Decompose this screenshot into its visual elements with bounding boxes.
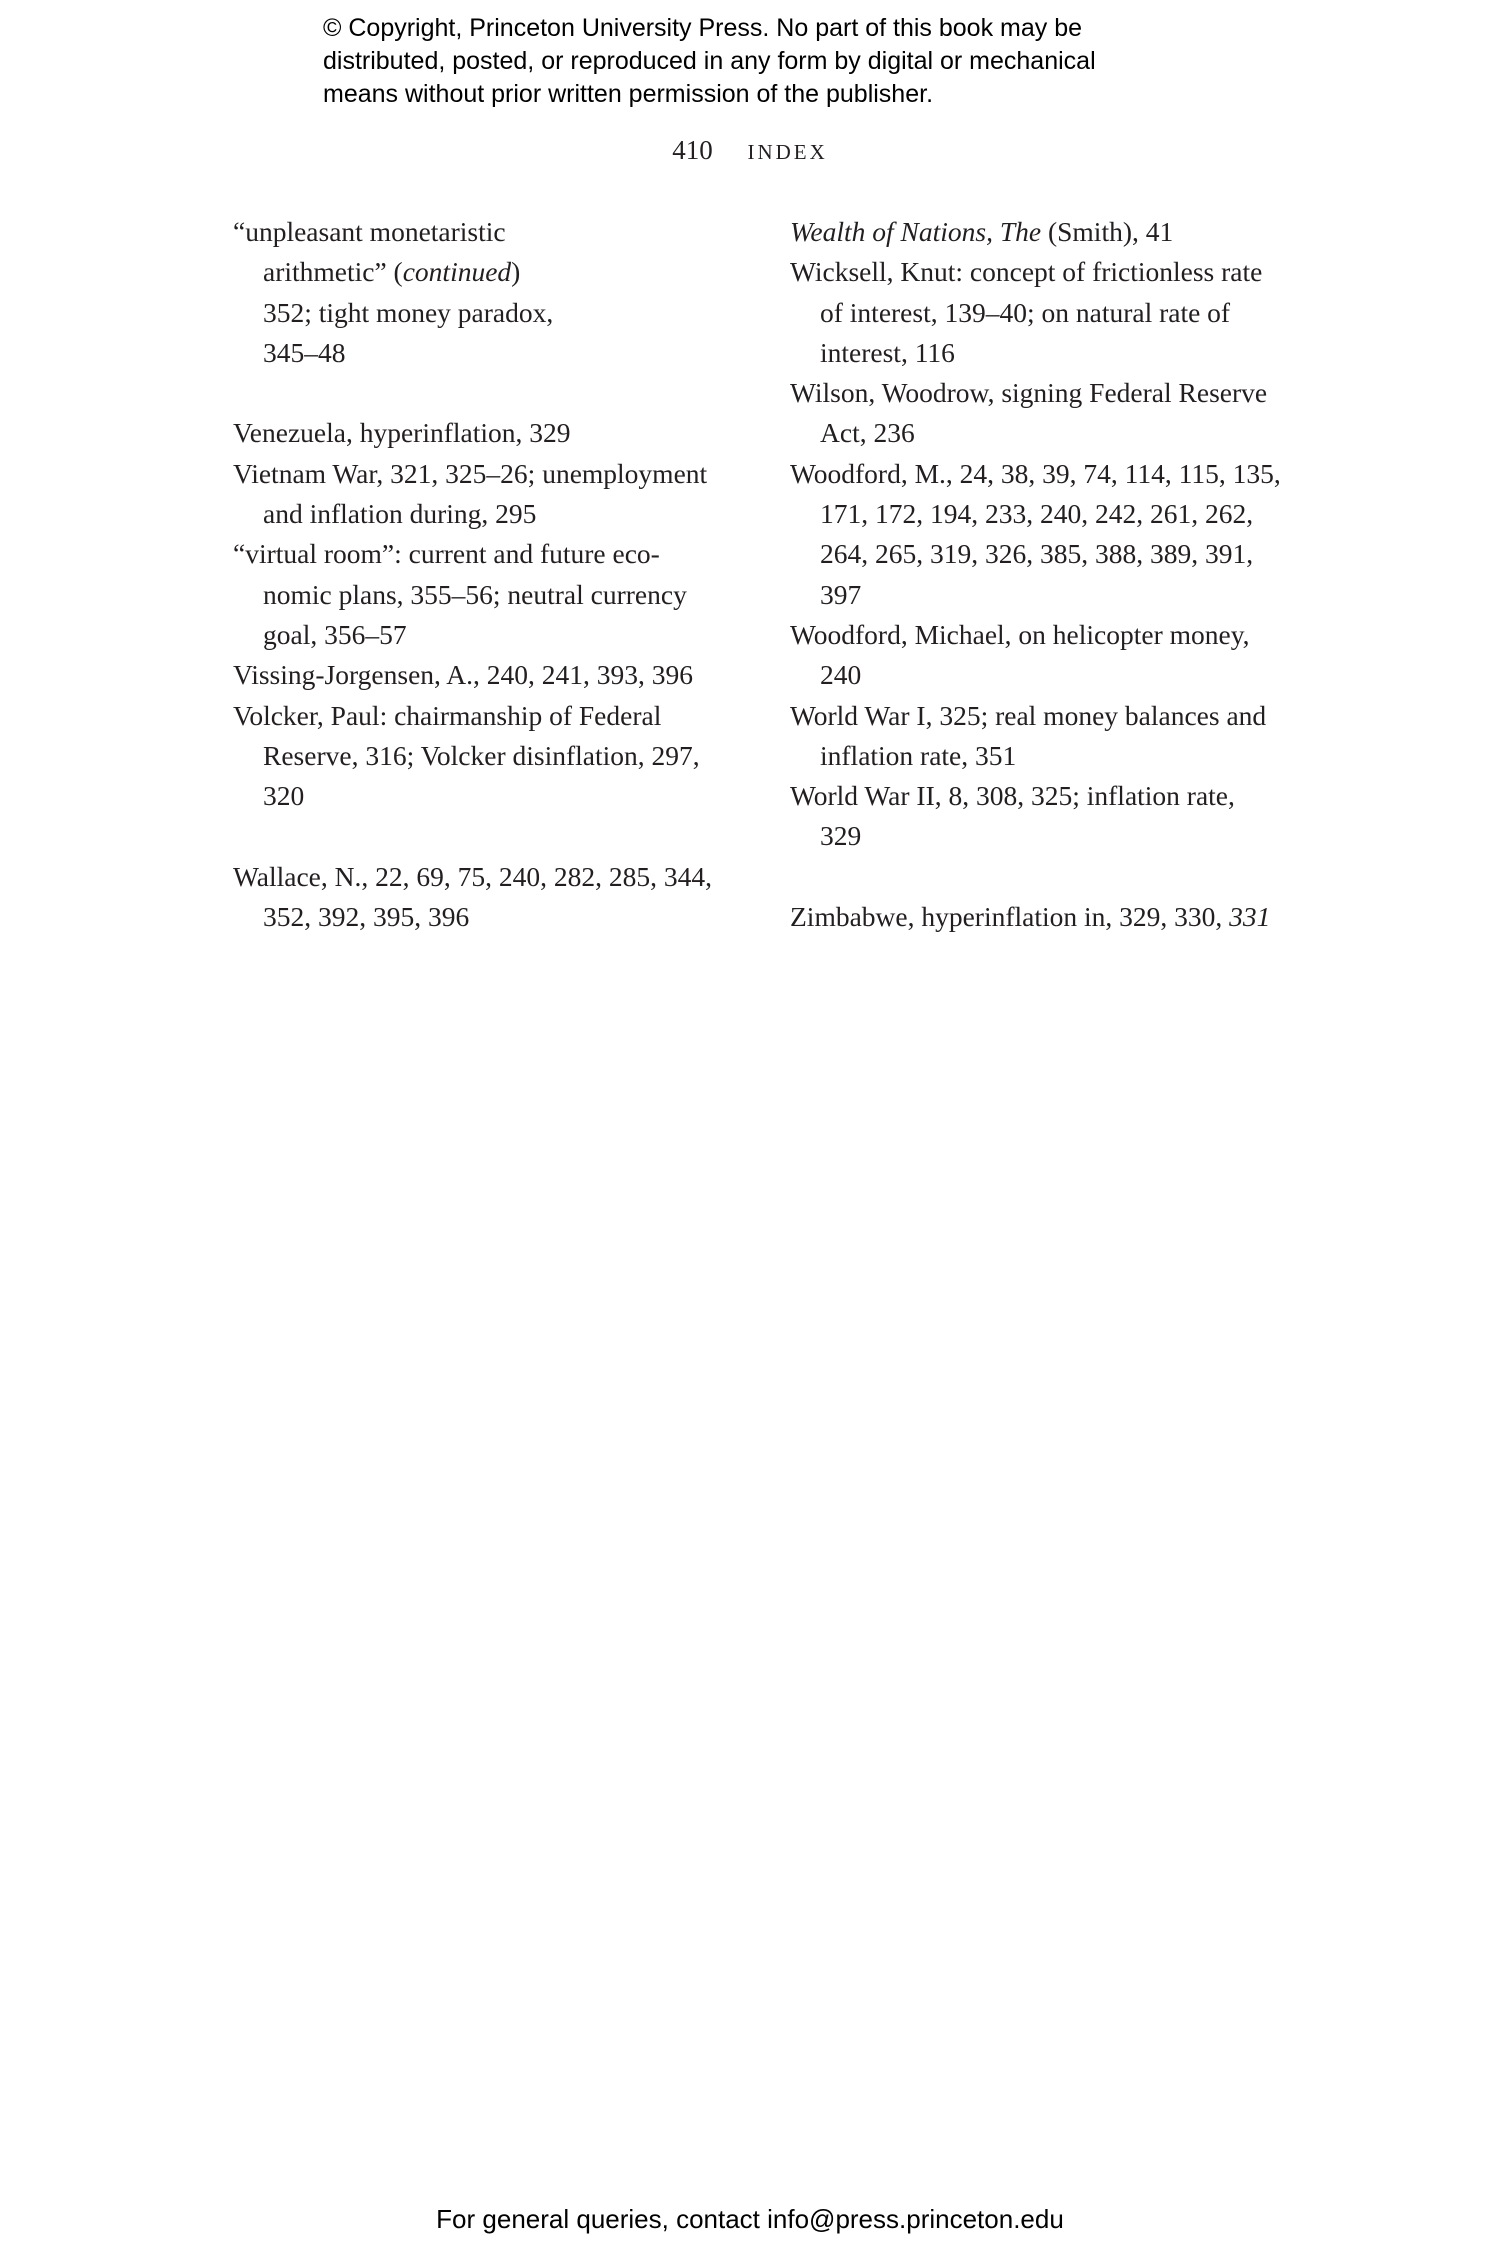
- entry-line: 345–48: [263, 336, 346, 368]
- index-entry-world-war-ii: [790, 776, 1310, 857]
- index-column-right: [790, 212, 1310, 937]
- section-name: INDEX: [747, 140, 828, 164]
- entry-line: Wicksell, Knut: concept of frictionless rate: [790, 256, 1263, 288]
- entry-line: Venezuela, hyperinflation, 329: [233, 417, 571, 449]
- index-entry-wilson: [790, 373, 1310, 454]
- index-entry-woodford-michael: [790, 615, 1310, 696]
- entry-line: 352, 392, 395, 396: [263, 901, 470, 933]
- continued-label: continued: [402, 256, 512, 288]
- index-entry-world-war-i: [790, 696, 1310, 777]
- entry-line: [790, 212, 1310, 252]
- entry-line: of interest, 139–40; on natural rate of: [820, 296, 1231, 328]
- entry-line: and inflation during, 295: [263, 498, 537, 530]
- entry-line: 397: [820, 578, 862, 610]
- entry-line: goal, 356–57: [263, 618, 407, 650]
- entry-line: “virtual room”: current and future eco-: [233, 538, 660, 570]
- index-entry-virtual-room: [233, 534, 753, 655]
- entry-text: arithmetic” (: [263, 256, 403, 288]
- index-entry-vietnam-war: [233, 454, 753, 535]
- index-entry-woodford-m: [790, 454, 1310, 615]
- entry-line: Act, 236: [820, 417, 915, 449]
- entry-line: [233, 252, 753, 292]
- entry-line: 352; tight money paradox,: [263, 296, 554, 328]
- entry-line: Vissing-Jorgensen, A., 240, 241, 393, 396: [233, 659, 693, 691]
- entry-line: Vietnam War, 321, 325–26; unemployment: [233, 457, 708, 489]
- copyright-notice: [323, 12, 1203, 111]
- entry-line: nomic plans, 355–56; neutral currency: [263, 578, 687, 610]
- book-title: Wealth of Nations, The: [790, 216, 1042, 247]
- entry-text: (Smith), 41: [1041, 216, 1174, 247]
- entry-line: 240: [820, 659, 862, 691]
- copyright-line: © Copyright, Princeton University Press. No part of this book may be: [323, 14, 1083, 42]
- index-entry-wallace: [233, 857, 753, 938]
- page-number: 410: [672, 135, 713, 165]
- index-entry-venezuela: [233, 413, 753, 453]
- entry-line: inflation rate, 351: [820, 739, 1017, 771]
- entry-line: Volcker, Paul: chairmanship of Federal: [233, 699, 662, 731]
- index-entry-unpleasant-monetaristic-arithmetic: [233, 212, 753, 373]
- running-head: [0, 132, 1500, 170]
- entry-line: World War II, 8, 308, 325; inflation rate,: [790, 780, 1235, 812]
- entry-line: Wallace, N., 22, 69, 75, 240, 282, 285, 344,: [233, 860, 712, 892]
- footer-contact: For general queries, contact info@press.princeton.edu: [436, 2204, 1064, 2234]
- entry-line: “unpleasant monetaristic: [233, 216, 506, 247]
- italic-page-ref: 331: [1229, 901, 1271, 933]
- index-entry-wealth-of-nations: [790, 212, 1310, 252]
- entry-line: 264, 265, 319, 326, 385, 388, 389, 391,: [820, 538, 1254, 570]
- entry-line: [790, 897, 1310, 937]
- entry-text: Zimbabwe, hyperinflation in, 329, 330,: [790, 901, 1230, 933]
- index-entry-volcker: [233, 696, 753, 817]
- copyright-line: means without prior written permission of the publisher.: [323, 80, 934, 108]
- index-entry-wicksell: [790, 252, 1310, 373]
- index-entry-zimbabwe: [790, 897, 1310, 937]
- copyright-line: distributed, posted, or reproduced in any form by digital or mechanical: [323, 47, 1096, 75]
- entry-line: 320: [263, 780, 305, 812]
- entry-line: 171, 172, 194, 233, 240, 242, 261, 262,: [820, 498, 1254, 530]
- entry-line: Woodford, M., 24, 38, 39, 74, 114, 115, 135,: [790, 457, 1281, 489]
- entry-line: Woodford, Michael, on helicopter money,: [790, 618, 1250, 650]
- entry-line: Reserve, 316; Volcker disinflation, 297,: [263, 739, 700, 771]
- index-entry-vissing-jorgensen: [233, 655, 753, 695]
- entry-line: World War I, 325; real money balances and: [790, 699, 1267, 731]
- entry-text: ): [511, 256, 521, 288]
- entry-line: 329: [820, 820, 862, 852]
- index-column-left: [233, 212, 753, 937]
- entry-line: Wilson, Woodrow, signing Federal Reserve: [790, 377, 1268, 409]
- entry-line: interest, 116: [820, 336, 955, 368]
